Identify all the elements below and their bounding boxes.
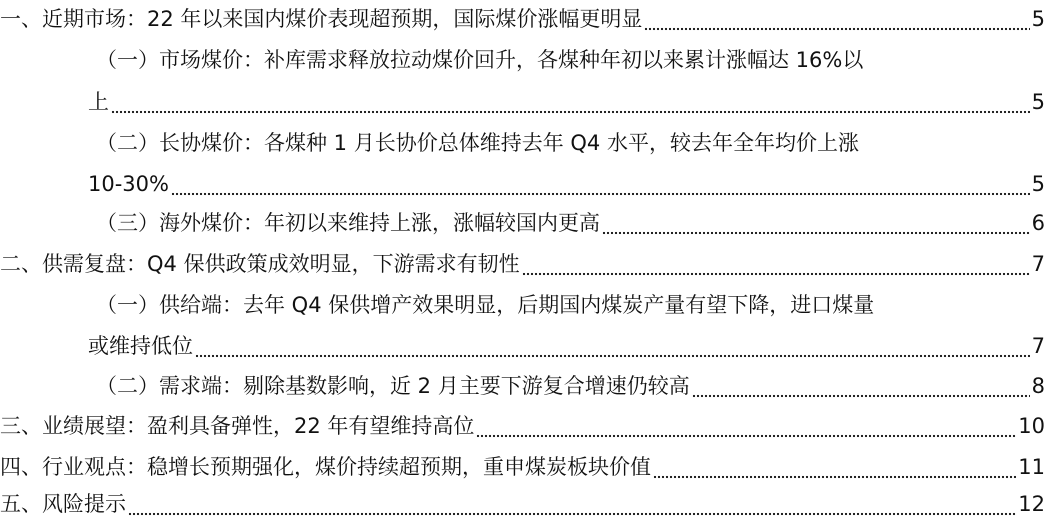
toc-entry-section-1[interactable] [0, 3, 1045, 35]
toc-entry-title: 二、供需复盘：Q4 保供政策成效明显，下游需求有韧性 [0, 252, 520, 276]
toc-entry-subsection-1-1-cont[interactable] [88, 86, 1045, 118]
toc-leader-dots [128, 488, 1016, 520]
toc-leader-dots [195, 330, 1030, 362]
toc-leader-dots [476, 410, 1016, 442]
toc-leader-dots [171, 168, 1030, 200]
toc-page-number: 12 [1018, 492, 1045, 516]
toc-page-number: 5 [1031, 172, 1045, 196]
toc-entry-subsection-1-3[interactable] [96, 207, 1045, 239]
toc-entry-subsection-1-1[interactable] [96, 44, 1042, 76]
toc-page-number: 6 [1031, 211, 1045, 235]
toc-entry-title: （二）长协煤价：各煤种 1 月长协价总体维持去年 Q4 水平，较去年全年均价上涨 [96, 131, 859, 155]
toc-entry-section-5[interactable] [0, 488, 1045, 520]
toc-entry-section-3[interactable] [0, 410, 1045, 442]
toc-leader-dots [644, 3, 1029, 35]
toc-entry-title: （一）供给端：去年 Q4 保供增产效果明显，后期国内煤炭产量有望下降，进口煤量 [96, 293, 875, 317]
toc-entry-title-continuation: 上 [88, 90, 109, 114]
toc-entry-title: 四、行业观点：稳增长预期强化，煤价持续超预期，重申煤炭板块价值 [0, 455, 651, 479]
toc-leader-dots [522, 248, 1030, 280]
toc-entry-title: 五、风险提示 [0, 492, 126, 516]
toc-entry-title-continuation: 或维持低位 [88, 334, 193, 358]
toc-entry-subsection-2-1-cont[interactable] [88, 330, 1045, 362]
toc-page-number: 11 [1018, 455, 1045, 479]
toc-page-number: 5 [1031, 7, 1045, 31]
toc-entry-title: （三）海外煤价：年初以来维持上涨，涨幅较国内更高 [96, 211, 600, 235]
toc-entry-title: （二）需求端：剔除基数影响，近 2 月主要下游复合增速仍较高 [96, 374, 690, 398]
toc-entry-subsection-1-2[interactable] [96, 127, 1042, 159]
toc-leader-dots [602, 207, 1030, 239]
toc-page-number: 5 [1031, 90, 1045, 114]
toc-entry-title-continuation: 10-30% [88, 172, 169, 196]
toc-leader-dots [692, 370, 1030, 402]
toc-entry-title: （一）市场煤价：补库需求释放拉动煤价回升，各煤种年初以来累计涨幅达 16%以 [96, 48, 864, 72]
toc-page-number: 7 [1031, 252, 1045, 276]
toc-leader-dots [111, 86, 1030, 118]
toc-page-number: 10 [1018, 414, 1045, 438]
toc-entry-subsection-2-2[interactable] [96, 370, 1045, 402]
toc-entry-subsection-2-1[interactable] [96, 289, 1050, 321]
toc-entry-title: 一、近期市场：22 年以来国内煤价表现超预期，国际煤价涨幅更明显 [0, 7, 643, 31]
toc-page-number: 7 [1031, 334, 1045, 358]
toc-entry-title: 三、业绩展望：盈利具备弹性，22 年有望维持高位 [0, 414, 475, 438]
toc-entry-subsection-1-2-cont[interactable] [88, 168, 1045, 200]
toc-leader-dots [653, 451, 1016, 483]
toc-entry-section-4[interactable] [0, 451, 1045, 483]
toc-page-number: 8 [1031, 374, 1045, 398]
toc-entry-section-2[interactable] [0, 248, 1045, 280]
